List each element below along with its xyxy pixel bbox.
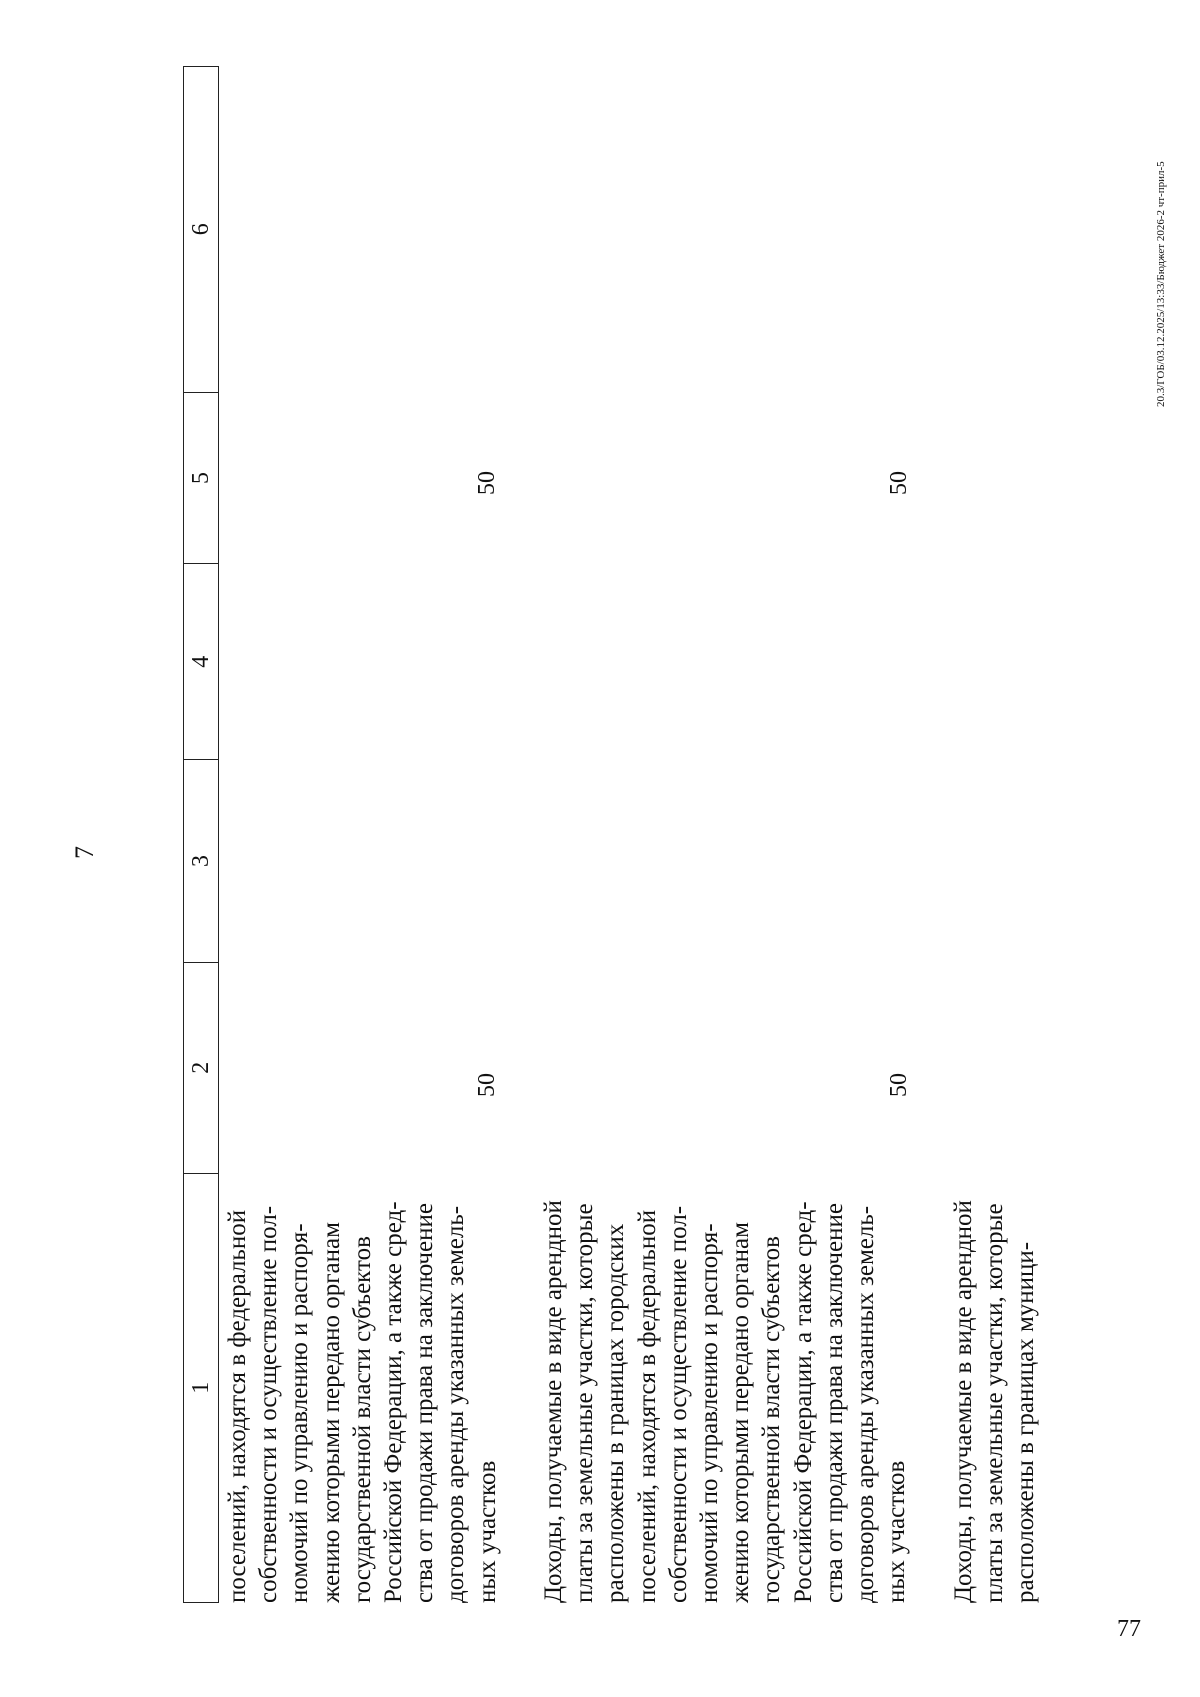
text-line: Российской Федерации, а также сред- — [789, 1201, 817, 1603]
text-line: поселений, находятся в федеральной — [633, 1209, 661, 1603]
table-row-2-description — [538, 1174, 912, 1603]
text-line: жению которыми передано органам — [727, 1222, 755, 1603]
text-line: собственности и осуществление пол- — [255, 1205, 283, 1603]
text-line: номочий по управлению и распоря- — [286, 1223, 314, 1603]
text-line: расположены в границах муници- — [1012, 1241, 1040, 1603]
row-1-col-5-value: 50 — [474, 471, 500, 495]
text-line: Доходы, получаемые в виде арендной — [950, 1200, 977, 1603]
text-line: договоров аренды указанных земель- — [852, 1205, 880, 1603]
text-line: собственности и осуществление пол- — [664, 1205, 692, 1603]
header-cell-4: 4 — [184, 563, 218, 759]
text-line: Российской Федерации, а также сред- — [380, 1201, 408, 1603]
text-line: ных участков — [473, 1460, 501, 1603]
text-line: номочий по управлению и распоря- — [696, 1223, 724, 1603]
header-cell-5: 5 — [184, 392, 218, 564]
text-line: расположены в границах городских — [602, 1223, 630, 1603]
text-line: ных участков — [883, 1460, 911, 1603]
row-2-col-5-value: 50 — [886, 471, 912, 495]
table-row-1-description — [222, 1174, 503, 1603]
text-line: платы за земельные участки, которые — [981, 1203, 1009, 1603]
text-line: платы за земельные участки, которые — [571, 1203, 599, 1603]
row-2-col-2-value: 50 — [886, 1073, 912, 1097]
text-line: жению которыми передано органам — [317, 1222, 345, 1603]
text-line: Доходы, получаемые в виде арендной — [540, 1200, 567, 1603]
text-line: поселений, находятся в федеральной — [224, 1209, 251, 1603]
table-header-row — [183, 66, 219, 1603]
text-line: государственной власти субъектов — [758, 1236, 786, 1603]
page-number: 7 — [70, 846, 99, 859]
text-line: договоров аренды указанных земель- — [442, 1205, 470, 1603]
text-line: ства от продажи права на заключение — [820, 1203, 848, 1603]
header-cell-6: 6 — [187, 223, 214, 236]
text-line: ства от продажи права на заключение — [411, 1203, 439, 1603]
folio-number: 77 — [1117, 1616, 1141, 1642]
header-cell-2: 2 — [184, 962, 218, 1173]
table-row-3-description — [948, 1174, 1042, 1603]
document-code: 20.3/ГОБ/03.12.2025/13:33/Бюджет 2026-2 чт-прил-5 — [1155, 161, 1167, 407]
row-1-col-2-value: 50 — [474, 1073, 500, 1097]
text-line: государственной власти субъектов — [348, 1236, 376, 1603]
header-cell-3: 3 — [184, 759, 218, 962]
header-cell-1: 1 — [184, 1173, 218, 1602]
